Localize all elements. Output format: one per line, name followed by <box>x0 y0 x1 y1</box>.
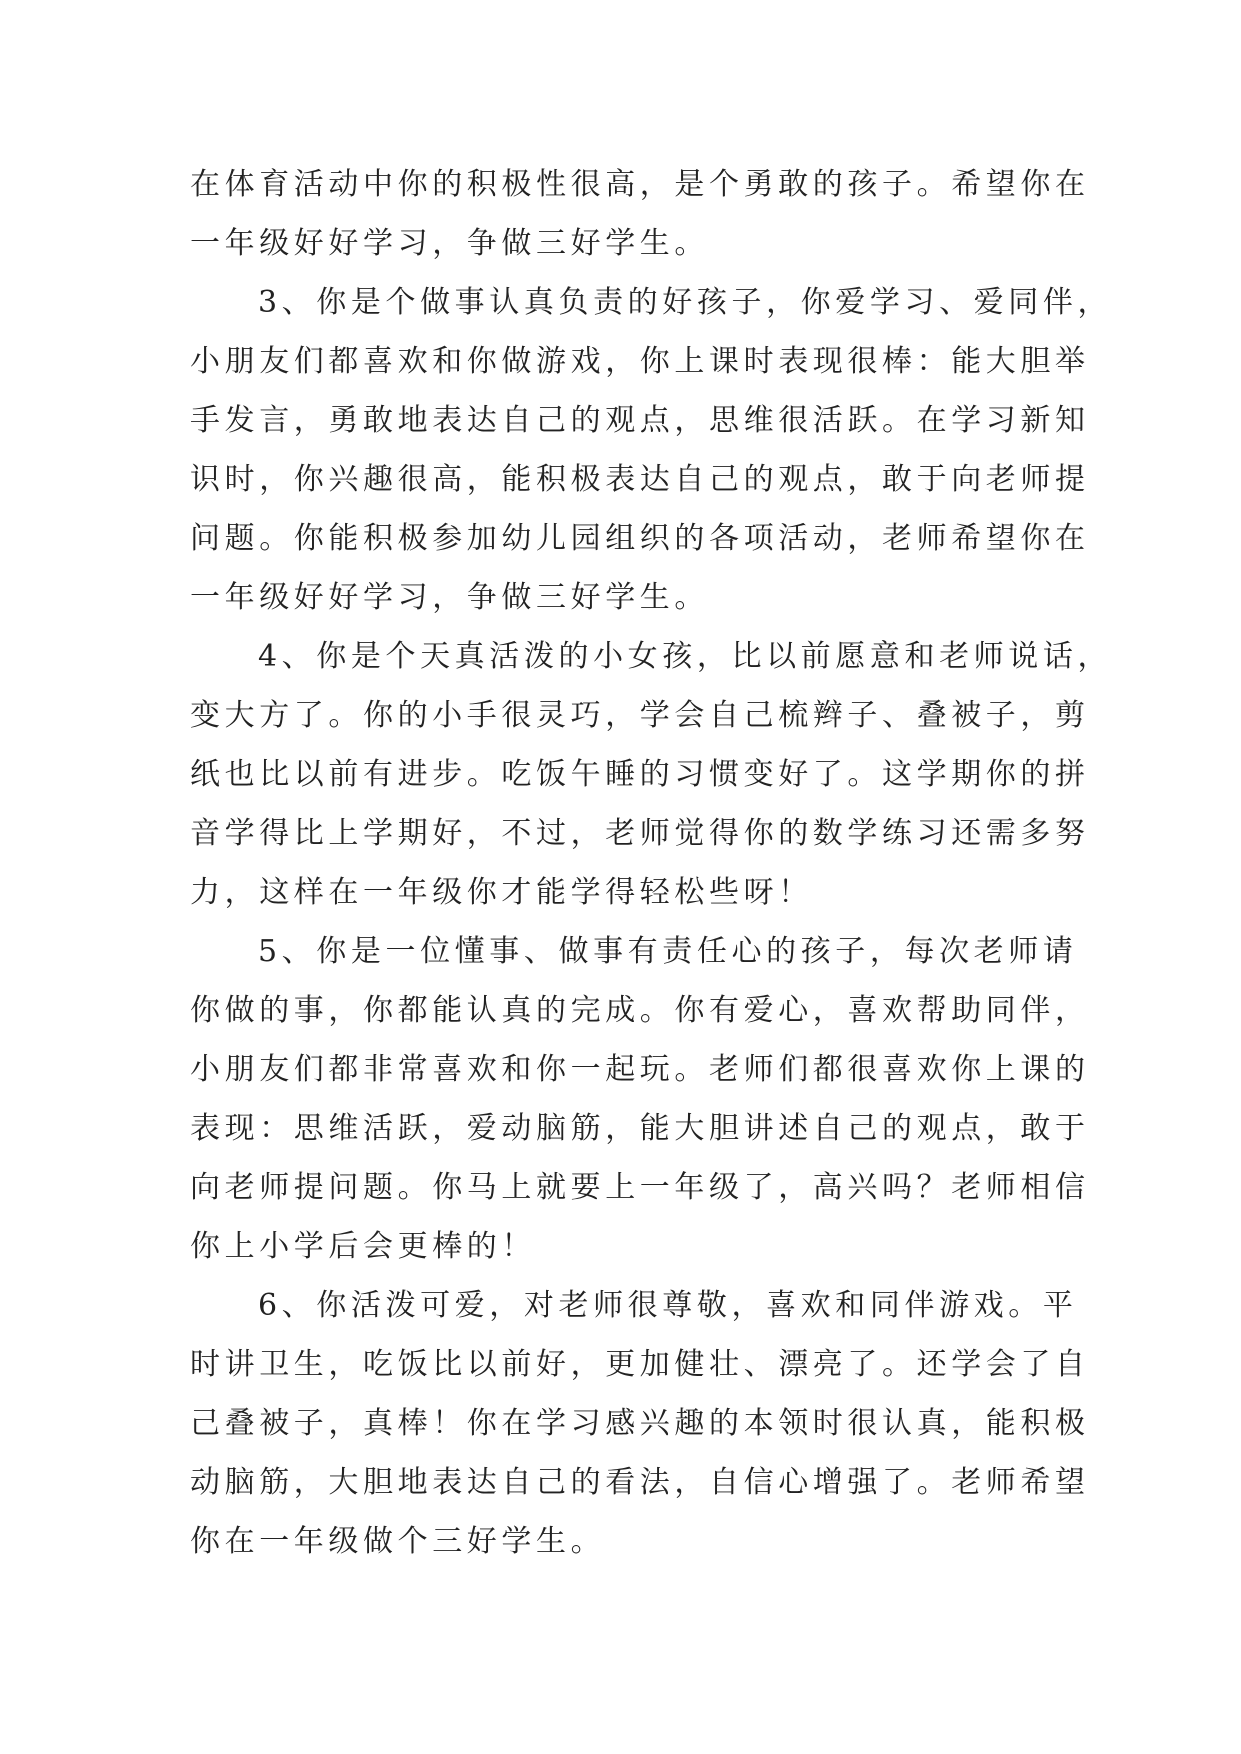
text-line: 问题。你能积极参加幼儿园组织的各项活动，老师希望你在 <box>190 521 1090 556</box>
text-line: 在体育活动中你的积极性很高，是个勇敢的孩子。希望你在 <box>190 167 1090 202</box>
text-line: 己叠被子，真棒！你在学习感兴趣的本领时很认真，能积极 <box>190 1406 1090 1441</box>
paragraph-first-line: 4、你是个天真活泼的小女孩，比以前愿意和老师说话， <box>258 639 1113 674</box>
text-line: 一年级好好学习，争做三好学生。 <box>190 580 709 615</box>
text-line: 表现：思维活跃，爱动脑筋，能大胆讲述自己的观点，敢于 <box>190 1111 1090 1146</box>
paragraph-first-line: 3、你是个做事认真负责的好孩子，你爱学习、爱同伴， <box>258 285 1113 320</box>
text-line: 变大方了。你的小手很灵巧，学会自己梳辫子、叠被子，剪 <box>190 698 1090 733</box>
text-line: 你上小学后会更棒的！ <box>190 1229 536 1264</box>
text-line: 小朋友们都喜欢和你做游戏，你上课时表现很棒：能大胆举 <box>190 344 1090 379</box>
text-line: 音学得比上学期好，不过，老师觉得你的数学练习还需多努 <box>190 816 1090 851</box>
document-body <box>190 155 1113 1571</box>
text-line: 力，这样在一年级你才能学得轻松些呀！ <box>190 875 813 910</box>
text-line: 纸也比以前有进步。吃饭午睡的习惯变好了。这学期你的拼 <box>190 757 1090 792</box>
text-line: 小朋友们都非常喜欢和你一起玩。老师们都很喜欢你上课的 <box>190 1052 1090 1087</box>
text-line: 向老师提问题。你马上就要上一年级了，高兴吗？老师相信 <box>190 1170 1090 1205</box>
paragraph-first-line: 5、你是一位懂事、做事有责任心的孩子，每次老师请 <box>258 934 1078 969</box>
text-line: 动脑筋，大胆地表达自己的看法，自信心增强了。老师希望 <box>190 1465 1090 1500</box>
text-line: 你在一年级做个三好学生。 <box>190 1524 606 1559</box>
text-line: 时讲卫生，吃饭比以前好，更加健壮、漂亮了。还学会了自 <box>190 1347 1090 1382</box>
text-line: 识时，你兴趣很高，能积极表达自己的观点，敢于向老师提 <box>190 462 1090 497</box>
text-line: 手发言，勇敢地表达自己的观点，思维很活跃。在学习新知 <box>190 403 1090 438</box>
text-line: 你做的事，你都能认真的完成。你有爱心，喜欢帮助同伴， <box>190 993 1090 1028</box>
paragraph-first-line: 6、你活泼可爱，对老师很尊敬，喜欢和同伴游戏。平 <box>258 1288 1078 1323</box>
text-line: 一年级好好学习，争做三好学生。 <box>190 226 709 261</box>
